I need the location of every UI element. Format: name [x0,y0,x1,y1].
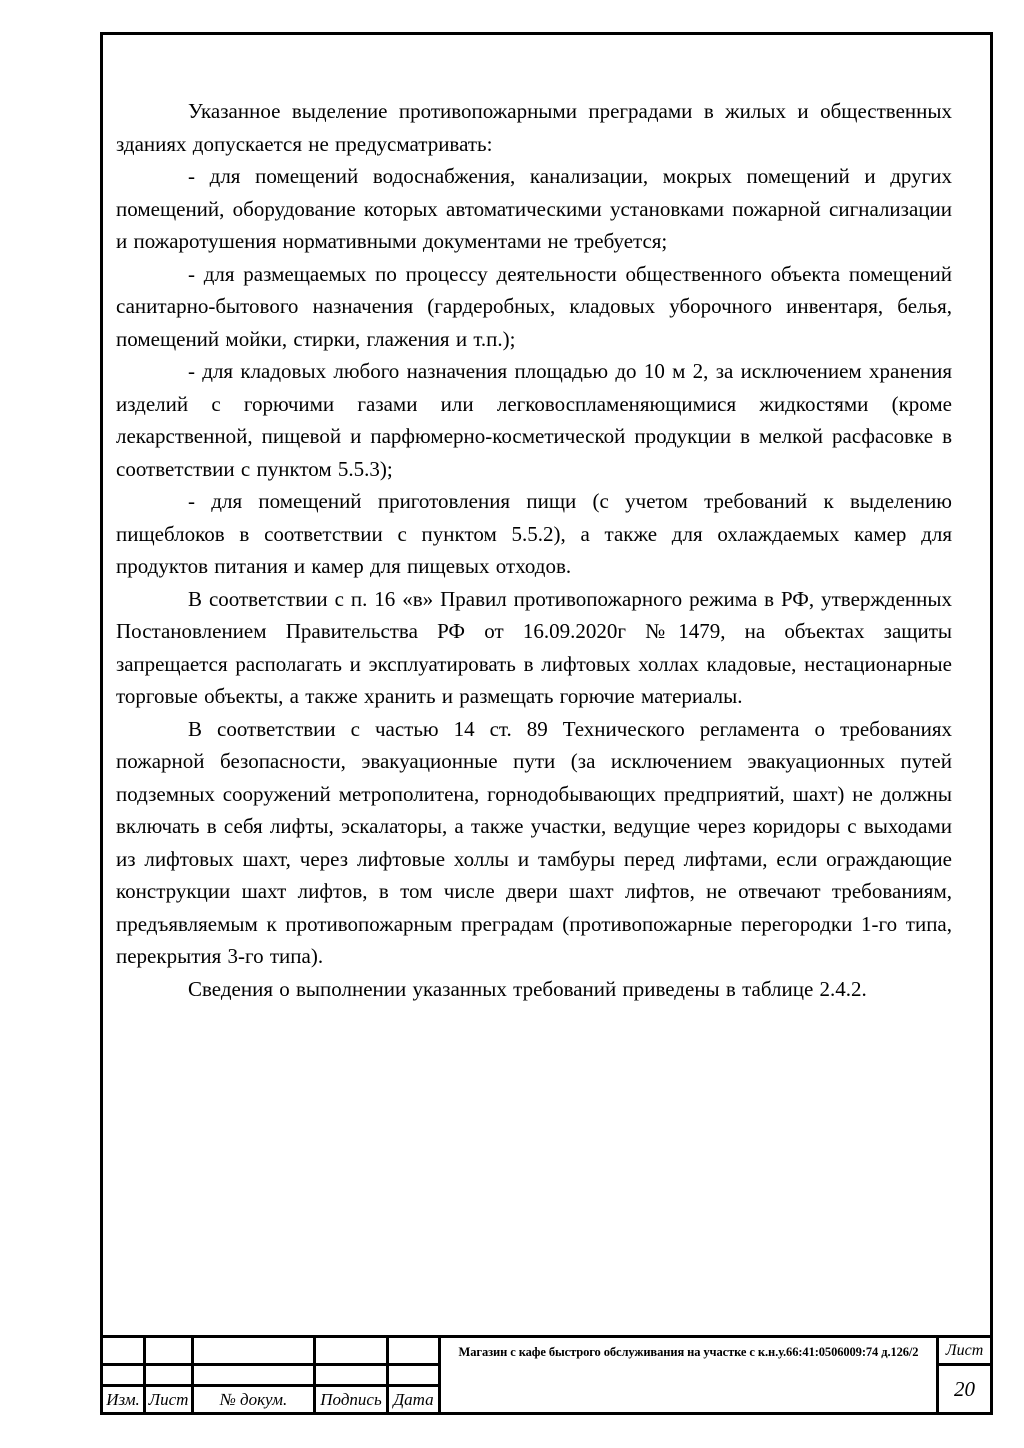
sheet-label: Лист [945,1341,984,1359]
sheet-number-cell [939,1366,990,1412]
stamp-cell-empty [389,1366,441,1387]
column-label-izm: Изм. [103,1387,146,1412]
stamp-cell-empty [146,1338,194,1366]
stamp-cell-empty [316,1366,389,1387]
column-label-date: Дата [389,1387,441,1412]
document-text-block [116,95,952,1005]
paragraph: - для размещаемых по процессу деятельности общественного объекта помещений санитарно-бытового назначения (гардеробных, кладовых уборочного инвентаря, белья, помещений мойки, стирки, глажения и т.п.); [116,261,952,351]
paragraph: - для помещений водоснабжения, канализации, мокрых помещений и других помещений, оборудование которых автоматическими установками пожарной сигнализации и пожаротушения нормативными документами не требуется; [116,164,952,253]
stamp-cell-empty [146,1366,194,1387]
project-title-cell [441,1338,939,1412]
stamp-cell-empty [389,1338,441,1366]
sheet-number: 20 [954,1376,975,1401]
stamp-cell-empty [103,1366,146,1387]
column-label-signature: Подпись [316,1387,389,1412]
stamp-cell-empty [194,1338,316,1366]
project-title: Магазин с кафе быстрого обслуживания на участке с к.н.у.66:41:0506009:74 д.126/2 [458,1345,919,1359]
stamp-cell-empty [316,1338,389,1366]
stamp-cell-empty [194,1366,316,1387]
paragraph: - для помещений приготовления пищи (с учетом требований к выделению пищеблоков в соответствии с пунктом 5.5.2), а также для охлаждаемых камер для продуктов питания и камер для пищевых отходов. [116,489,952,578]
paragraph: В соответствии с п. 16 «в» Правил противопожарного режима в РФ, утвержденных Постановлением Правительства РФ от 16.09.2020г №1479, на объектах защиты запрещается располагать и эксплуатировать в лифтовых холлах кладовые, нестационарные торговые объекты, а также хранить и размещать горючие материалы. [116,586,952,708]
page-frame [100,32,993,1415]
sheet-label-cell [939,1338,990,1366]
paragraph: В соответствии с частью 14 ст. 89 Технического регламента о требованиях пожарной безопасности, эвакуационные пути (за исключением эвакуационных путей подземных сооружений метрополитена, горнодобывающих предприятий, шахт) не должны включать в себя лифты, эскалаторы, а также участки, ведущие через коридоры с выходами из лифтовых шахт, через лифтовые холлы и тамбуры перед лифтами, если ограждающие конструкции шахт лифтов, в том числе двери шахт лифтов, не отвечают требованиям, предъявляемым к противопожарным преградам (противопожарные перегородки 1-го типа, перекрытия 3-го типа). [116,716,952,968]
paragraph: Указанное выделение противопожарными преградами в жилых и общественных зданиях допускается не предусматривать: [116,99,952,156]
column-label-doc-number: № докум. [194,1387,316,1412]
title-block [103,1335,990,1412]
column-label-list: Лист [146,1387,194,1412]
paragraph: Сведения о выполнении указанных требований приведены в таблице 2.4.2. [188,976,867,1001]
stamp-cell-empty [103,1338,146,1366]
paragraph: - для кладовых любого назначения площадью до 10 м 2, за исключением хранения изделий с горючими газами или легковоспламеняющимися жидкостями (кроме лекарственной, пищевой и парфюмерно-косметической продукции в мелкой расфасовке в соответствии с пунктом 5.5.3); [116,359,952,481]
